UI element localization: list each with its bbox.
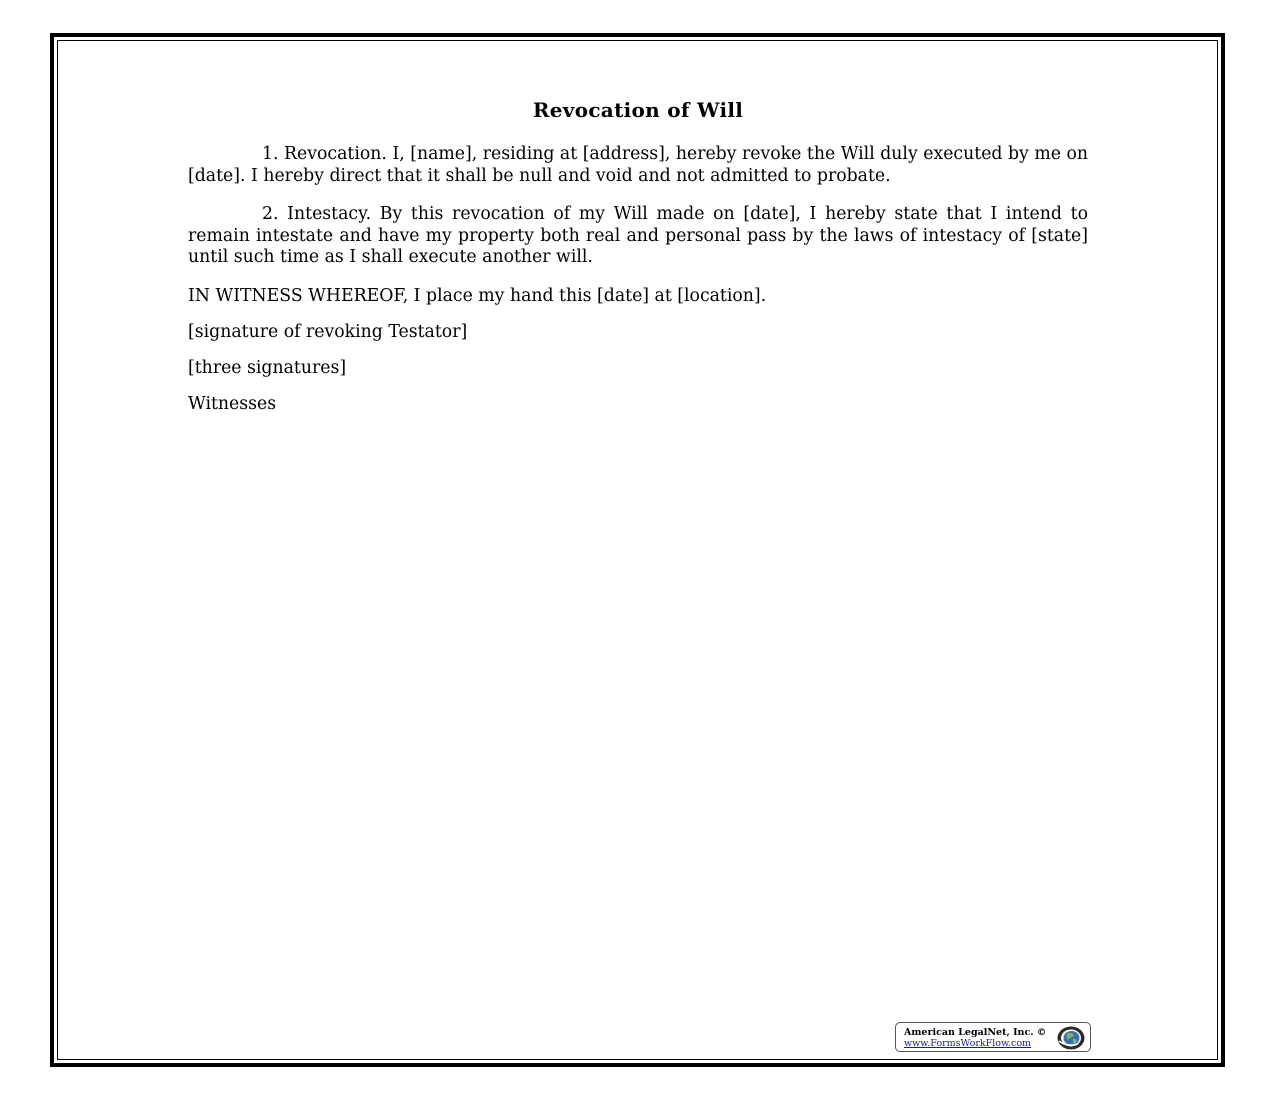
- testator-signature-line: [signature of revoking Testator]: [188, 321, 468, 342]
- paragraph-revocation: 1. Revocation. I, [name], residing at [address], hereby revoke the Will duly executed by me on [date]. I hereby direct that it shall be null and void and not admitted to probate.: [188, 144, 1088, 186]
- three-signatures-line: [three signatures]: [188, 357, 347, 378]
- paragraph-intestacy: 2. Intestacy. By this revocation of my Will made on [date], I hereby state that I intend to remain intestate and have my property both real and personal pass by the laws of intestacy of [state] until such time as I shall execute another will.: [188, 204, 1088, 267]
- document-body: [188, 98, 1088, 430]
- witness-clause: IN WITNESS WHEREOF, I place my hand this [date] at [location].: [188, 285, 767, 306]
- witnesses-label: Witnesses: [188, 393, 277, 414]
- footer-badge: [895, 1022, 1091, 1052]
- document-title: Revocation of Will: [532, 98, 744, 122]
- globe-logo-icon: [1056, 1025, 1086, 1051]
- badge-company-name: American LegalNet, Inc. ©: [904, 1027, 1047, 1038]
- badge-website-link[interactable]: www.FormsWorkFlow.com: [904, 1038, 1032, 1049]
